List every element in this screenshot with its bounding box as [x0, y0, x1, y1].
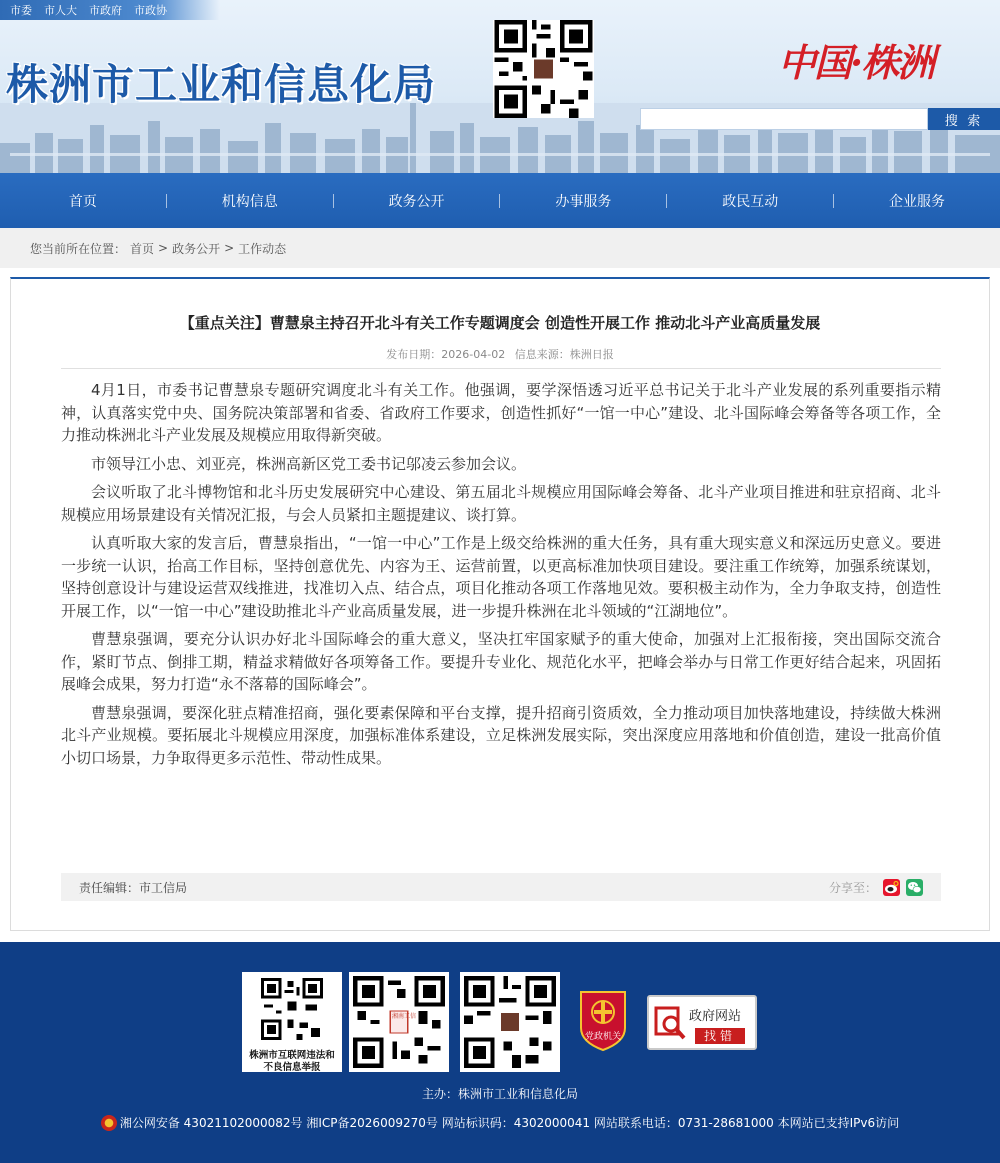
nav-gov-affairs[interactable]: 政务公开 [388, 193, 445, 210]
breadcrumb-work-news[interactable]: 工作动态 [238, 241, 287, 256]
article-paragraph: 认真听取大家的发言后，曹慧泉指出，“一馆一中心”工作是上级交给株洲的重大任务，具有重大现实意义和深远历史意义。要进一步统一认识，抬高工作目标，坚持创意优先、内容为王、运营前置，以更高标准加快项目建设。要注重工作统筹，加强系统谋划，坚持创意设计与建设运营双线推进，找准切入点、结合点，项目化推动各项工作落地见效。要积极主动作为，全力争取支持，创造性开展工作，以“一馆一中心”建设助推北斗产业高质量发展，进一步提升株洲在北斗领域的“江湖地位”。 [61, 534, 941, 620]
title-divider [61, 368, 941, 369]
report-qr-card[interactable] [242, 972, 342, 1072]
article-body [61, 379, 941, 775]
article-paragraph: 曹慧泉强调，要充分认识办好北斗国际峰会的重大意义，坚决扛牢国家赋予的重大使命，加强对上汇报衔接，突出国际交流合作，紧盯节点、倒排工期，精益求精做好各项筹备工作。要提升专业化、规范化水平，把峰会举办与日常工作更好结合起来，巩固拓展峰会成果，努力打造“永不落幕的国际峰会”。 [61, 630, 941, 693]
link-shizhengfu[interactable]: 市政府 [89, 4, 122, 17]
site-error-report[interactable] [647, 995, 757, 1050]
app-qr-card[interactable] [460, 972, 560, 1072]
site-host: 主办：株洲市工业和信息化局 [421, 1087, 578, 1101]
magnifier-icon [654, 1004, 688, 1042]
app-qr-code [464, 976, 556, 1068]
link-shizhengxie[interactable]: 市政协 [134, 4, 167, 17]
breadcrumb-home[interactable]: 首页 [130, 241, 155, 256]
breadcrumb-sep: > [158, 241, 169, 255]
nav-services[interactable]: 办事服务 [555, 193, 612, 210]
header-qr-code [493, 20, 594, 118]
record-info [0, 1114, 1000, 1131]
article-paragraph: 会议听取了北斗博物馆和北斗历史发展研究中心建设、第五届北斗规模应用国际峰会筹备、北斗产业项目推进和驻京招商、北斗规模应用场景建设有关情况汇报，与会人员紧扣主题提建议、谈打算。 [61, 483, 941, 524]
article-paragraph: 市领导江小忠、刘亚亮，株洲高新区党工委书记邬凌云参加会议。 [91, 454, 527, 473]
report-qr-code [257, 978, 327, 1048]
site-title: 株洲市工业和信息化局 [6, 60, 437, 109]
report-qr-caption: 株洲市互联网违法和不良信息举报 [249, 1050, 335, 1073]
wechat-icon[interactable] [906, 879, 923, 896]
responsible-editor: 责任编辑：市工信局 [79, 880, 188, 895]
article-paragraph: 曹慧泉强调，要深化驻点精准招商，强化要素保障和平台支撑，提升招商引资质效，全力推动项目加快落地建设，持续做大株洲北斗产业规模。要拓展北斗规模应用深度，加强标准体系建设，立足株洲发展实际，突出深度应用落地和价值创造，建设一批高价值小切口场景，力争取得更多示范性、带动性成果。 [61, 703, 941, 767]
record-text[interactable]: 湘公网安备 43021102000082号 湘ICP备2026009270号 网站标识码：4302000041 网站联系电话：0731-28681000 本网站已支持IPv6访问 [119, 1116, 900, 1130]
weibo-icon[interactable] [883, 879, 900, 896]
breadcrumb [0, 228, 1000, 268]
article-paragraph: 4月1日，市委书记曹慧泉专题研究调度北斗有关工作。他强调，要学深悟透习近平总书记关于北斗产业发展的系列重要指示精神，认真落实党中央、国务院决策部署和省委、省政府工作要求，创造性抓好“一馆一中心”建设、北斗国际峰会筹备等各项工作，全力推动株洲北斗产业发展及规模应用取得新突破。 [61, 381, 941, 444]
error-report-label: 政府网站 [689, 1009, 742, 1024]
error-report-sub: 找错 [695, 1028, 745, 1044]
share-label: 分享至： [828, 880, 877, 895]
main-nav [0, 173, 1000, 228]
nav-org-info[interactable]: 机构信息 [221, 193, 278, 210]
header-banner [0, 0, 1000, 173]
article-container [10, 277, 990, 931]
nav-enterprise[interactable]: 企业服务 [889, 193, 946, 210]
info-source: 信息来源：株洲日报 [514, 348, 614, 361]
wechat-qr-code [353, 976, 445, 1068]
publish-date: 发布日期：2026-04-02 [386, 348, 506, 361]
nav-interaction[interactable]: 政民互动 [722, 193, 779, 210]
party-gov-badge[interactable] [575, 988, 631, 1052]
search-button[interactable]: 搜 索 [928, 108, 1000, 130]
wechat-qr-card[interactable] [349, 972, 449, 1072]
breadcrumb-gov-affairs[interactable]: 政务公开 [172, 241, 221, 256]
article-title: 【重点关注】曹慧泉主持召开北斗有关工作专题调度会 创造性开展工作 推动北斗产业高质量发展 [179, 314, 821, 332]
footer [0, 942, 1000, 1163]
police-badge-icon [101, 1115, 117, 1131]
link-shiwei[interactable]: 市委 [10, 4, 32, 17]
china-zhuzhou-emblem: 中国·株洲 [778, 40, 934, 85]
article-footer-bar [61, 873, 941, 901]
wechat-qr-seal: 湘南工信 [391, 1013, 416, 1020]
nav-home[interactable]: 首页 [68, 193, 97, 210]
share-group [829, 879, 923, 896]
breadcrumb-label: 您当前所在位置： [30, 241, 127, 256]
party-gov-label: 党政机关 [584, 1032, 621, 1042]
party-gov-emblem-icon [575, 988, 631, 1052]
top-links [0, 0, 220, 20]
link-shirenda[interactable]: 市人大 [44, 4, 77, 17]
breadcrumb-sep: > [224, 241, 235, 255]
search-input[interactable] [640, 108, 928, 130]
article-meta [11, 346, 989, 362]
